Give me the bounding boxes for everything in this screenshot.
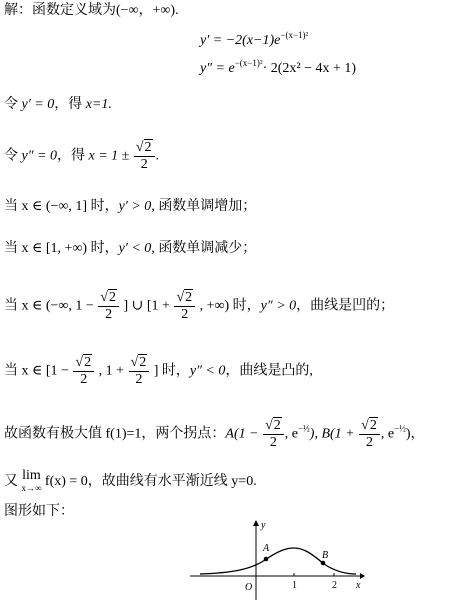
x-axis-arrow bbox=[360, 573, 365, 579]
first-derivative bbox=[200, 30, 308, 49]
text: ] 时， bbox=[153, 363, 190, 379]
math: y′ < 0 bbox=[118, 241, 152, 256]
fraction: $\frac{√2}{2}$ bbox=[263, 418, 284, 451]
text: , 函数单调减少； bbox=[151, 241, 257, 256]
origin-label: O bbox=[245, 582, 253, 593]
radicand: 2 bbox=[369, 418, 377, 433]
math: ), B(1 + bbox=[309, 426, 355, 442]
first-derivative-exponent: −(x−1)² bbox=[280, 30, 309, 40]
limit bbox=[22, 470, 42, 494]
math: x = 1 ± bbox=[88, 148, 130, 164]
radicand: 2 bbox=[144, 140, 152, 155]
concave-up-line bbox=[4, 290, 394, 323]
fraction: $\frac{√2}{2}$ bbox=[174, 290, 195, 323]
fraction: $\frac{√2}{2}$ bbox=[98, 290, 119, 323]
exponent: −½ bbox=[394, 423, 406, 434]
text: 当 x ∈ [1 − bbox=[4, 363, 69, 379]
denominator: 2 bbox=[105, 307, 113, 322]
text: . bbox=[155, 148, 160, 164]
increasing-line bbox=[4, 198, 256, 216]
asymptote-line bbox=[4, 470, 257, 494]
text: 故函数有极大值 f(1)=1，两个拐点： bbox=[4, 426, 226, 442]
text: )， bbox=[405, 426, 425, 442]
second-derivative-rhs: · 2(2x² − 4x + 1) bbox=[262, 61, 357, 76]
y-axis-label: y bbox=[261, 520, 266, 531]
text: ，得 bbox=[54, 97, 86, 112]
math: y′ = 0 bbox=[21, 97, 55, 112]
tick-label-2: 2 bbox=[332, 580, 337, 591]
x-axis-label: x bbox=[356, 580, 361, 591]
radicand: 2 bbox=[139, 355, 147, 370]
fraction: $\frac{√2}{2}$ bbox=[359, 418, 380, 451]
fraction: $\frac{√2}{2}$ bbox=[73, 355, 94, 388]
graph-caption: 图形如下： bbox=[4, 504, 74, 519]
first-derivative-lhs: y′ = −2(x−1)e bbox=[200, 33, 281, 48]
text: ，曲线是凹的； bbox=[296, 298, 395, 314]
text: f(x) = 0，故曲线有水平渐近线 y=0. bbox=[41, 474, 257, 490]
concave-down-line bbox=[4, 355, 313, 388]
exponent: −½ bbox=[297, 423, 310, 434]
text: ，曲线是凸的, bbox=[225, 363, 313, 379]
text: 当 x ∈ (−∞, 1] 时， bbox=[4, 199, 119, 214]
text: 当 x ∈ (−∞, 1 − bbox=[4, 298, 94, 314]
y-axis-arrow bbox=[253, 520, 259, 526]
text: , e bbox=[284, 426, 298, 442]
fraction: $\frac{√2}{2}$ bbox=[129, 355, 150, 388]
text: , e bbox=[380, 426, 395, 442]
text: 令 bbox=[4, 97, 22, 112]
math: x=1. bbox=[85, 97, 112, 112]
inflection-point-a bbox=[264, 557, 269, 562]
lim-word: lim bbox=[22, 468, 41, 483]
tick-label-1: 1 bbox=[292, 580, 297, 591]
inflection-point-b bbox=[321, 561, 326, 566]
decreasing-line bbox=[4, 240, 256, 258]
domain-statement: 解：函数定义域为(−∞，+∞). bbox=[4, 3, 179, 18]
denominator: 2 bbox=[269, 435, 277, 450]
denominator: 2 bbox=[181, 307, 189, 322]
denominator: 2 bbox=[140, 157, 148, 172]
denominator: 2 bbox=[135, 372, 143, 387]
math: y″ > 0 bbox=[260, 298, 297, 314]
text: 令 bbox=[4, 148, 22, 164]
text: ，得 bbox=[57, 148, 89, 164]
math: y′ > 0 bbox=[118, 199, 152, 214]
text: , 函数单调增加； bbox=[151, 199, 257, 214]
radicand: 2 bbox=[108, 290, 116, 305]
text: ] ∪ [1 + bbox=[123, 298, 170, 314]
fraction: $\frac{√2}{2}$ bbox=[134, 140, 155, 173]
lim-subscript: x→∞ bbox=[21, 483, 42, 493]
inflection-solve-line bbox=[4, 140, 159, 173]
radicand: 2 bbox=[185, 290, 193, 305]
text: , +∞) 时， bbox=[199, 298, 261, 314]
second-derivative-exponent: −(x−1)² bbox=[234, 58, 263, 68]
point-b-label: B bbox=[322, 550, 329, 561]
text: 当 x ∈ [1, +∞) 时， bbox=[4, 241, 119, 256]
denominator: 2 bbox=[365, 435, 373, 450]
radicand: 2 bbox=[273, 418, 281, 433]
math: y″ < 0 bbox=[189, 363, 226, 379]
extremum-inflection-line bbox=[4, 418, 425, 451]
math: A(1 − bbox=[225, 426, 259, 442]
text: 又 bbox=[4, 474, 22, 490]
point-a-label: A bbox=[263, 543, 270, 554]
bell-curve bbox=[200, 548, 356, 574]
radicand: 2 bbox=[84, 355, 92, 370]
critical-point-line bbox=[4, 96, 112, 114]
function-graph bbox=[190, 518, 365, 603]
denominator: 2 bbox=[80, 372, 88, 387]
second-derivative bbox=[200, 58, 356, 77]
second-derivative-lhs: y″ = e bbox=[200, 61, 235, 76]
text: , 1 + bbox=[98, 363, 125, 379]
math: y″ = 0 bbox=[21, 148, 57, 164]
